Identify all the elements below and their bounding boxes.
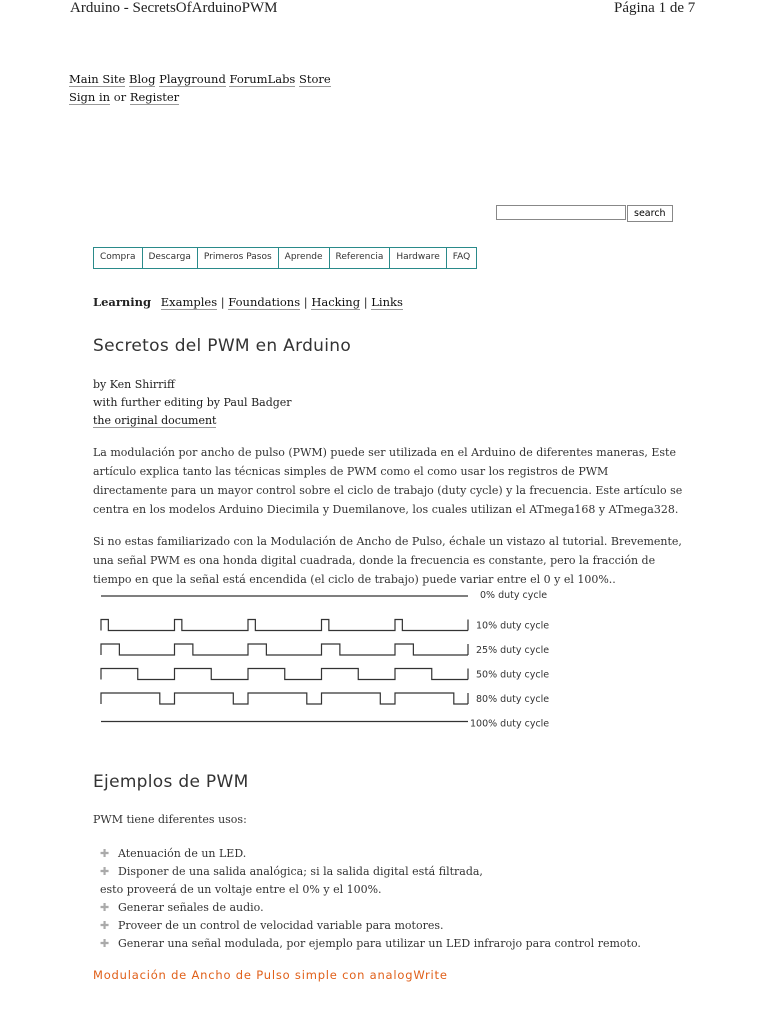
bullet-icon: ✚ — [100, 919, 110, 932]
duty-cycle-label: 25% duty cycle — [476, 645, 550, 656]
learning-links-link[interactable]: Links — [371, 295, 403, 309]
pwm-paragraph: Si no estas familiarizado con la Modulación de Ancho de Pulso, échale un vistazo al tutorial. Brevemente, una señal PWM es ona honda digital cuadrada, donde la frecuencia es constante, pero la fracción de tiempo en que la señal está encendida (el ciclo de trabajo) puede variar entre el 0 y el 100%.. — [93, 535, 682, 586]
learning-examples-link[interactable]: Examples — [160, 295, 218, 309]
learning-label: Learning — [93, 295, 152, 309]
separator: | — [220, 295, 225, 309]
uses-list — [100, 845, 641, 953]
learning-breadcrumb — [93, 295, 403, 309]
waveform-10 — [101, 620, 468, 631]
bullet-icon: ✚ — [100, 901, 110, 914]
tab-aprende[interactable]: Aprende — [279, 248, 330, 268]
nav-playground[interactable]: Playground — [159, 72, 226, 86]
subsection-heading: Modulación de Ancho de Pulso simple con analogWrite — [93, 968, 448, 982]
separator: | — [303, 295, 308, 309]
page-title: Secretos del PWM en Arduino — [93, 336, 352, 356]
main-menu — [93, 247, 477, 269]
waveform-25 — [101, 644, 468, 655]
duty-cycle-label: 100% duty cycle — [470, 718, 550, 730]
list-item: ✚ Disponer de una salida analógica; si la salida digital está filtrada, — [100, 863, 641, 881]
list-item: ✚ Generar señales de audio. — [100, 899, 641, 917]
intro-paragraph: La modulación por ancho de pulso (PWM) puede ser utilizada en el Arduino de diferentes maneras, Este artículo explica tanto las técnicas simples de PWM como el como usar los registros de PWM directamente para un mayor control sobre el ciclo de trabajo (duty cycle) y la frecuencia. Este artículo se centra en los modelos Arduino Diecimila y Duemilanove, los cuales utilizan el ATmega168 y ATmega328. — [93, 446, 683, 516]
duty-cycle-label: 50% duty cycle — [476, 669, 550, 681]
section-title: Ejemplos de PWM — [93, 772, 249, 792]
bullet-icon: ✚ — [100, 847, 110, 860]
pwm-duty-cycle-chart — [98, 590, 568, 735]
tab-compra[interactable]: Compra — [94, 248, 143, 268]
list-item: ✚ Generar una señal modulada, por ejemplo para utilizar un LED infrarojo para control remoto. — [100, 935, 641, 953]
search-input[interactable] — [496, 205, 626, 220]
page-number: Página 1 de 7 — [614, 0, 696, 16]
bullet-icon: ✚ — [100, 865, 110, 878]
nav-blog[interactable]: Blog — [129, 72, 156, 86]
nav-store[interactable]: Store — [299, 72, 331, 86]
tab-primeros-pasos[interactable]: Primeros Pasos — [198, 248, 279, 268]
tab-descarga[interactable]: Descarga — [143, 248, 198, 268]
tab-referencia[interactable]: Referencia — [330, 248, 391, 268]
uses-intro: PWM tiene diferentes usos: — [93, 813, 247, 826]
list-item: ✚ Proveer de un control de velocidad variable para motores. — [100, 917, 641, 935]
original-document-link[interactable]: the original document — [93, 414, 217, 427]
nav-main-site[interactable]: Main Site — [69, 72, 126, 86]
signin-link[interactable]: Sign in — [69, 90, 111, 104]
byline — [93, 376, 292, 430]
bullet-icon: ✚ — [100, 937, 110, 950]
list-item-continued: esto proveerá de un voltaje entre el 0% y el 100%. — [100, 883, 382, 896]
learning-foundations-link[interactable]: Foundations — [228, 295, 301, 309]
editor: with further editing by Paul Badger — [93, 396, 292, 409]
learning-hacking-link[interactable]: Hacking — [311, 295, 361, 309]
waveform-50 — [101, 669, 468, 680]
list-item: ✚ Atenuación de un LED. — [100, 845, 641, 863]
separator: | — [363, 295, 368, 309]
or-text: or — [113, 90, 127, 104]
duty-cycle-label: 0% duty cycle — [480, 590, 548, 601]
nav-forum[interactable]: Forum — [229, 72, 268, 86]
nav-labs[interactable]: Labs — [267, 72, 296, 86]
search-form — [496, 205, 673, 224]
duty-cycle-label: 10% duty cycle — [476, 620, 550, 632]
waveform-80 — [101, 693, 468, 704]
author: by Ken Shirriff — [93, 378, 175, 391]
document-title: Arduino - SecretsOfArduinoPWM — [70, 0, 278, 16]
tab-faq[interactable]: FAQ — [452, 252, 471, 262]
tab-hardware[interactable]: Hardware — [390, 248, 446, 268]
register-link[interactable]: Register — [129, 90, 180, 104]
top-navigation — [69, 70, 331, 106]
search-button[interactable]: search — [627, 205, 673, 222]
duty-cycle-label: 80% duty cycle — [476, 694, 550, 705]
